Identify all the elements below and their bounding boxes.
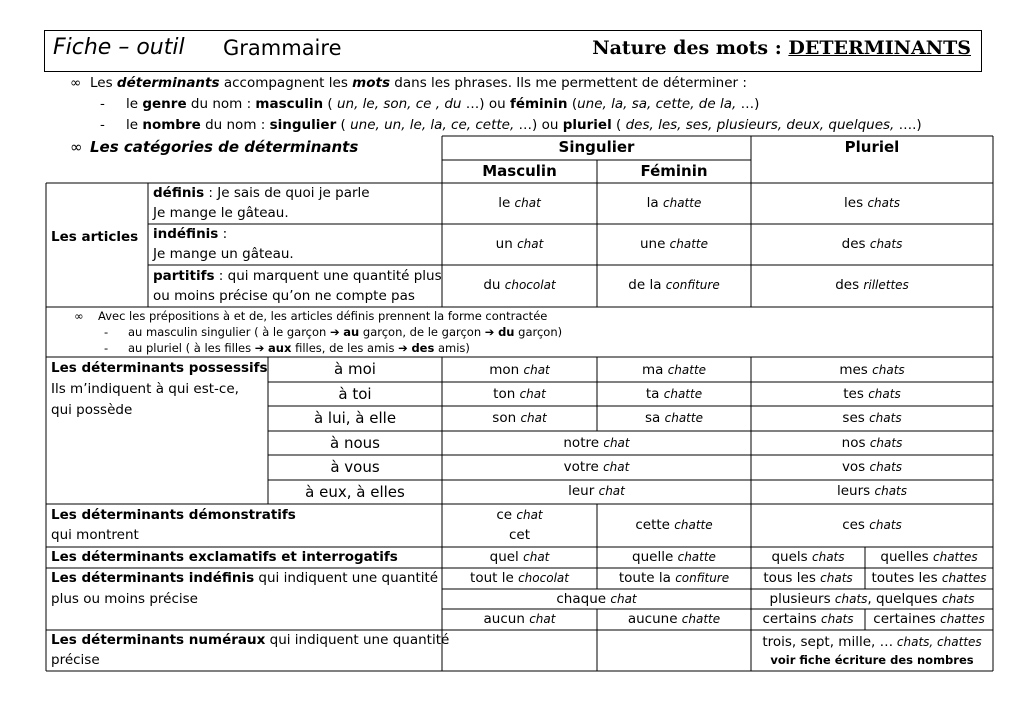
possessif-plur: mes chats (839, 362, 905, 378)
numeraux-title: Les déterminants numéraux qui indiquent une quantité (51, 632, 450, 648)
definis-example: Je mange le gâteau. (153, 205, 289, 221)
indefini-masc: tout le chocolat (470, 570, 569, 586)
possessif-masc: mon chat (489, 362, 550, 378)
article-def-plur: les chats (844, 195, 900, 211)
possessif-person: à toi (338, 385, 372, 403)
article-indef-fem: une chatte (639, 236, 709, 252)
intro-line-1: ∞ Les déterminants accompagnent les mots dans les phrases. Ils me permettent de déterminer : (70, 75, 747, 91)
contracted-line-2: - au masculin singulier ( à le garçon ➔ au garçon, de le garçon ➔ du garçon) (104, 325, 563, 339)
possessif-person: à moi (334, 360, 376, 378)
indefinis-desc: indéfinis : (153, 226, 228, 242)
possessif-plur: ses chats (842, 410, 902, 426)
numeraux-plur: trois, sept, mille, … chats, chattes (762, 634, 982, 650)
page-header (44, 30, 982, 72)
article-indef-plur: des chats (841, 236, 903, 252)
partitifs-desc: partitifs : qui marquent une quantité plus (153, 268, 442, 284)
possessifs-desc-2: qui possède (51, 402, 133, 418)
indefini-plur-fem: certaines chattes (873, 611, 985, 627)
indefini-fem: aucune chatte (627, 611, 721, 627)
indefini-masc: aucun chat (483, 611, 556, 627)
topic-prefix: Nature des mots : (592, 37, 789, 59)
indefinis-desc: plus ou moins précise (51, 591, 198, 607)
possessif-person: à nous (330, 434, 380, 452)
article-part-masc: du chocolat (483, 277, 556, 293)
possessif-person: à lui, à elle (313, 409, 397, 427)
feminin-header: Féminin (640, 162, 708, 180)
infinity-bullet-icon: ∞ (70, 138, 83, 156)
possessifs-desc-1: Ils m’indiquent à qui est-ce, (51, 381, 239, 397)
exclamatif-plur-fem: quelles chattes (880, 549, 978, 565)
categories-heading: ∞ Les catégories de déterminants (70, 138, 359, 156)
possessif-plur: tes chats (843, 386, 901, 402)
indefini-plur-masc: tous les chats (763, 570, 853, 586)
demonstratif-plur: ces chats (842, 517, 902, 533)
exclamatif-plur-masc: quels chats (771, 549, 845, 565)
demonstratifs-desc: qui montrent (51, 527, 139, 543)
possessif-fem: sa chatte (645, 410, 703, 426)
indefinis-example: Je mange un gâteau. (153, 246, 294, 262)
demonstratifs-title: Les déterminants démonstratifs (51, 507, 296, 523)
article-indef-masc: un chat (495, 236, 544, 252)
topic-word: DETERMINANTS (788, 37, 971, 59)
arrow-right-icon: ➔ (484, 325, 499, 339)
possessif-sing: notre chat (563, 435, 630, 451)
arrow-right-icon: ➔ (254, 341, 269, 355)
possessif-plur: vos chats (841, 459, 903, 475)
fiche-title: Fiche – outil (53, 35, 185, 60)
possessif-fem: ma chatte (641, 362, 707, 378)
article-part-plur: des rillettes (835, 277, 909, 293)
indefinis-title: Les déterminants indéfinis qui indiquent une quantité (51, 570, 439, 586)
topic-title (592, 37, 971, 59)
demonstratif-fem: cette chatte (635, 517, 713, 533)
indefini-sing: chaque chat (556, 591, 637, 607)
contracted-line-1: ∞ Avec les prépositions à et de, les articles définis prennent la forme contractée (74, 309, 548, 323)
articles-label: Les articles (51, 229, 139, 245)
article-part-fem: de la confiture (628, 277, 720, 293)
article-def-masc: le chat (498, 195, 541, 211)
exclamatifs-title: Les déterminants exclamatifs et interrogatifs (51, 549, 398, 565)
demonstratif-masc-1: ce chat (496, 507, 543, 523)
possessif-fem: ta chatte (645, 386, 703, 402)
indefini-fem: toute la confiture (618, 570, 730, 586)
exclamatif-fem: quelle chatte (632, 549, 716, 565)
definis-desc: définis : Je sais de quoi je parle (153, 185, 370, 201)
partitifs-example: ou moins précise qu’on ne compte pas (153, 288, 415, 304)
possessifs-title: Les déterminants possessifs (51, 360, 268, 376)
possessif-sing: votre chat (563, 459, 630, 475)
exclamatif-masc: quel chat (489, 549, 550, 565)
possessif-sing: leur chat (568, 483, 625, 499)
numeraux-desc: précise (51, 652, 100, 668)
infinity-bullet-icon: ∞ (74, 309, 84, 323)
intro-line-3: - le nombre du nom : singulier ( une, un, le, la, ce, cette, …) ou pluriel ( des, les, ses, plusieurs, deux, quelques, ….) (100, 117, 922, 133)
numeraux-note: voir fiche écriture des nombres (770, 653, 974, 667)
indefini-plur: plusieurs chats, quelques chats (769, 591, 975, 607)
indefini-plur-masc: certains chats (762, 611, 854, 627)
subject-title: Grammaire (223, 36, 342, 60)
arrow-right-icon: ➔ (330, 325, 344, 339)
pluriel-header: Pluriel (844, 138, 900, 156)
article-def-fem: la chatte (646, 195, 702, 211)
possessif-person: à eux, à elles (305, 483, 405, 501)
possessif-plur: leurs chats (836, 483, 907, 499)
demonstratif-masc-2: cet (508, 527, 531, 543)
arrow-right-icon: ➔ (398, 341, 412, 355)
indefini-plur-fem: toutes les chattes (871, 570, 987, 586)
possessif-person: à vous (330, 458, 380, 476)
masculin-header: Masculin (482, 162, 557, 180)
singulier-header: Singulier (558, 138, 635, 156)
possessif-masc: son chat (492, 410, 547, 426)
possessif-masc: ton chat (493, 386, 546, 402)
possessif-plur: nos chats (841, 435, 903, 451)
contracted-line-3: - au pluriel ( à les filles ➔ aux filles, de les amis ➔ des amis) (104, 341, 470, 355)
infinity-bullet-icon: ∞ (70, 75, 82, 91)
intro-line-2: - le genre du nom : masculin ( un, le, son, ce , du …) ou féminin (une, la, sa, cette, de la, …) (100, 96, 760, 112)
